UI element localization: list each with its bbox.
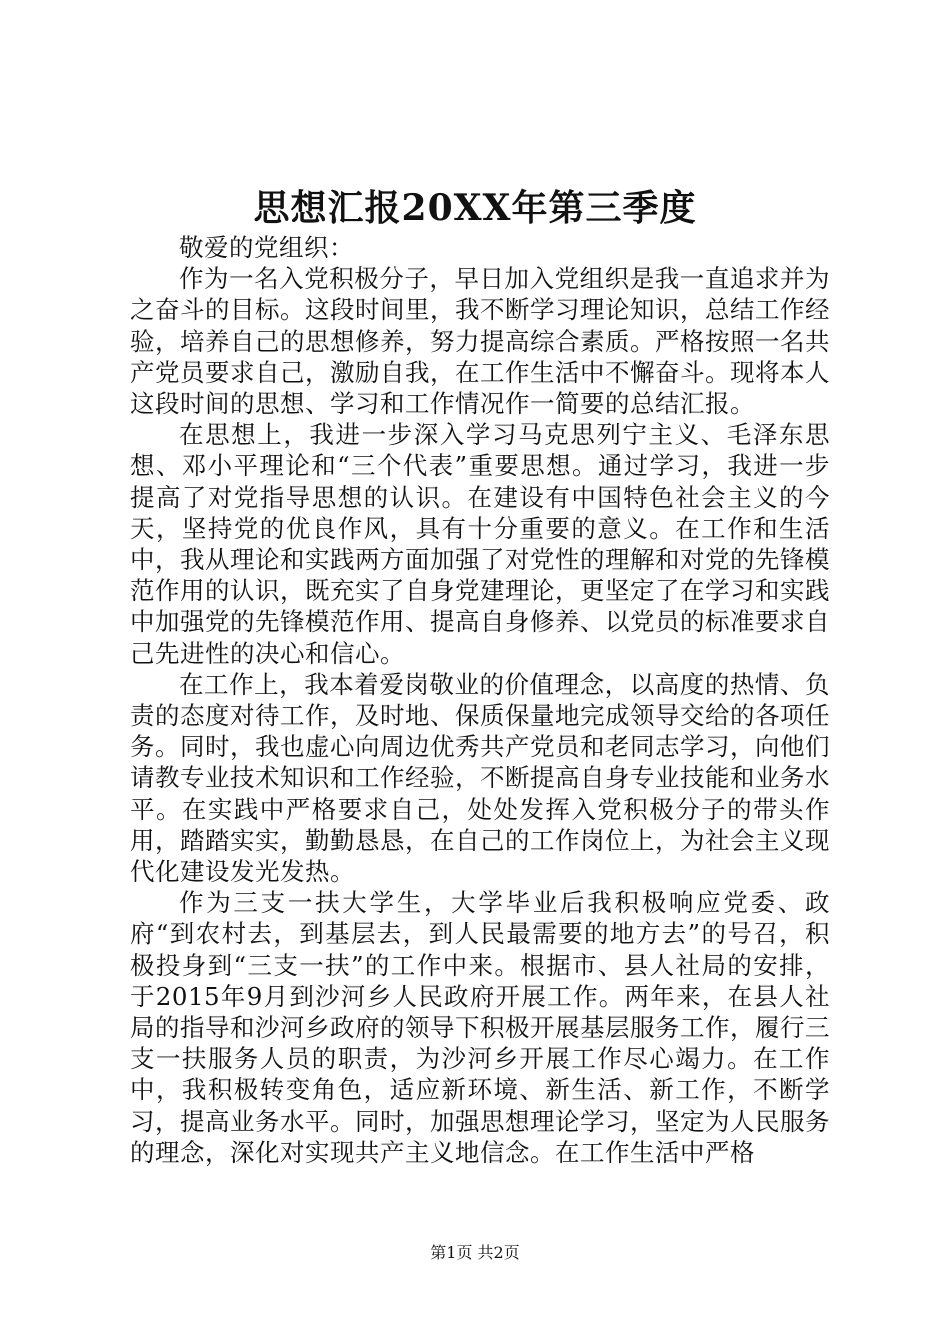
paragraph-1: 作为一名入党积极分子，早日加入党组织是我一直追求并为之奋斗的目标。这段时间里，我不断学习理论知识，总结工作经验，培养自己的思想修养，努力提高综合素质。严格按照一名共产党员要求自己，激励自我，在工作生活中不懈奋斗。现将本人这段时间的思想、学习和工作情况作一简要的总结汇报。 bbox=[130, 264, 830, 419]
document-body bbox=[130, 232, 830, 1168]
document-title: 思想汇报20XX年第三季度 bbox=[253, 187, 697, 229]
paragraph-3: 在工作上，我本着爱岗敬业的价值理念，以高度的热情、负责的态度对待工作，及时地、保质保量地完成领导交给的各项任务。同时，我也虚心向周边优秀共产党员和老同志学习，向他们请教专业技术知识和工作经验，不断提高自身专业技能和业务水平。在实践中严格要求自己，处处发挥入党积极分子的带头作用，踏踏实实，勤勤恳恳，在自己的工作岗位上，为社会主义现代化建设发光发热。 bbox=[130, 669, 830, 887]
salutation: 敬爱的党组织： bbox=[179, 233, 354, 262]
page-number-footer: 第1页 共2页 bbox=[430, 1243, 520, 1262]
paragraph-2: 在思想上，我进一步深入学习马克思列宁主义、毛泽东思想、邓小平理论和“三个代表”重要思想。通过学习，我进一步提高了对党指导思想的认识。在建设有中国特色社会主义的今天，坚持党的优良作风，具有十分重要的意义。在工作和生活中，我从理论和实践两方面加强了对党性的理解和对党的先锋模范作用的认识，既充实了自身党建理论，更坚定了在学习和实践中加强党的先锋模范作用、提高自身修养、以党员的标准要求自己先进性的决心和信心。 bbox=[130, 420, 830, 668]
paragraph-4: 作为三支一扶大学生，大学毕业后我积极响应党委、政府“到农村去，到基层去，到人民最需要的地方去”的号召，积极投身到“三支一扶”的工作中来。根据市、县人社局的安排，于2015年9月到沙河乡人民政府开展工作。两年来，在县人社局的指导和沙河乡政府的领导下积极开展基层服务工作，履行三支一扶服务人员的职责，为沙河乡开展工作尽心竭力。在工作中，我积极转变角色，适应新环境、新生活、新工作，不断学习，提高业务水平。同时，加强思想理论学习，坚定为人民服务的理念，深化对实现共产主义地信念。在工作生活中严格 bbox=[130, 888, 830, 1167]
